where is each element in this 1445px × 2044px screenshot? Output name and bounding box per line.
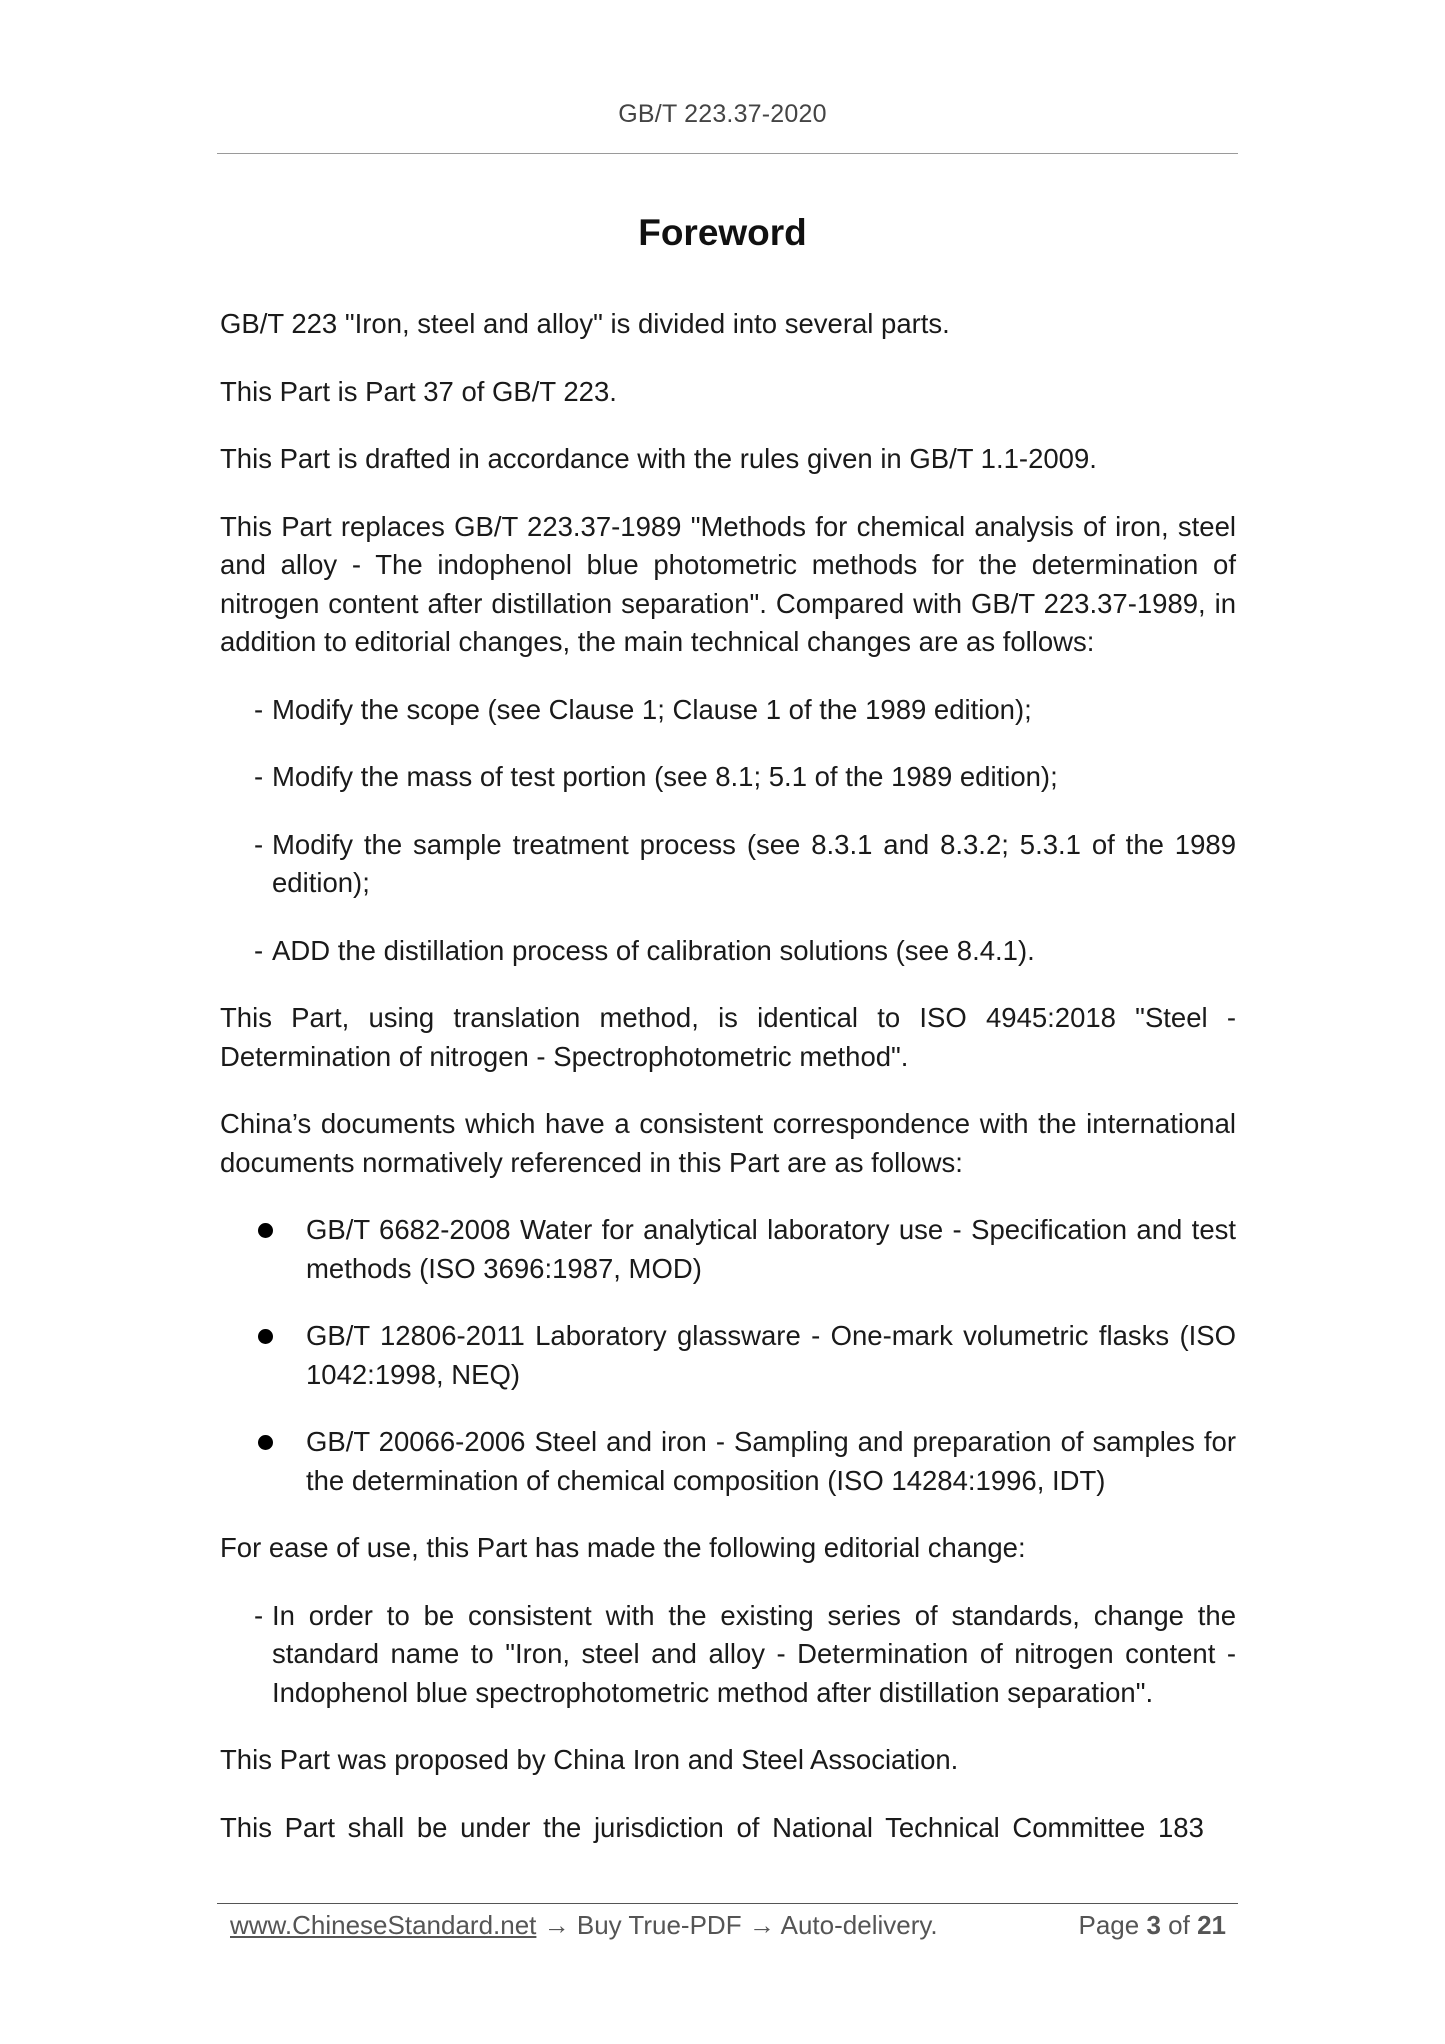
dash-marker: - <box>254 761 264 792</box>
paragraph-proposer: This Part was proposed by China Iron and Steel Association. <box>220 1744 959 1775</box>
change-text: Modify the mass of test portion (see 8.1; 5.1 of the 1989 edition); <box>272 761 1058 792</box>
change-list-item <box>220 691 1236 730</box>
page-label: Page <box>1078 1910 1140 1940</box>
dash-marker: - <box>254 828 264 860</box>
site-link[interactable]: www.ChineseStandard.net <box>230 1910 537 1940</box>
delivery-label: Auto-delivery. <box>780 1910 938 1940</box>
bullet-icon <box>258 1223 273 1238</box>
reference-text: GB/T 20066-2006 Steel and iron - Sampling and preparation of samples for the determination of chemical composition (ISO 14284:1996, IDT) <box>306 1426 1236 1496</box>
of-label: of <box>1168 1910 1190 1940</box>
paragraph-drafting-rules: This Part is drafted in accordance with the rules given in GB/T 1.1-2009. <box>220 443 1097 474</box>
change-list-item <box>220 932 1236 971</box>
footer-divider <box>217 1903 1238 1904</box>
reference-text: GB/T 6682-2008 Water for analytical laboratory use - Specification and test methods (ISO 3696:1987, MOD) <box>306 1214 1236 1284</box>
running-header: GB/T 223.37-2020 <box>618 100 827 128</box>
bullet-icon <box>258 1329 273 1344</box>
paragraph-part-number: This Part is Part 37 of GB/T 223. <box>220 375 617 407</box>
change-text: Modify the scope (see Clause 1; Clause 1 of the 1989 edition); <box>272 693 1032 725</box>
page-number: 3 <box>1146 1910 1161 1940</box>
change-text: Modify the sample treatment process (see 8.3.1 and 8.3.2; 5.3.1 of the 1989 edition); <box>272 828 1236 898</box>
page-footer <box>230 1908 1230 1942</box>
paragraph-editorial-intro: For ease of use, this Part has made the following editorial change: <box>220 1532 1026 1563</box>
dash-marker: - <box>254 693 264 725</box>
arrow-right-icon: → <box>543 1910 570 1940</box>
page-title: Foreword <box>638 212 807 253</box>
paragraph-parts: GB/T 223 "Iron, steel and alloy" is divided into several parts. <box>220 308 950 339</box>
change-list-item <box>220 758 1236 797</box>
footer-promo <box>230 1908 938 1942</box>
paragraph-identical-iso: This Part, using translation method, is identical to ISO 4945:2018 "Steel - Determination of nitrogen - Spectrophotometric method". <box>220 1002 1236 1072</box>
reference-text: GB/T 12806-2011 Laboratory glassware - One-mark volumetric flasks (ISO 1042:1998, NEQ) <box>306 1320 1236 1390</box>
paragraph-jurisdiction: This Part shall be under the jurisdiction of National Technical Committee 183 <box>220 1811 1204 1843</box>
arrow-right-icon: → <box>748 1910 775 1940</box>
reference-list-item <box>220 1317 1236 1394</box>
editorial-change-item <box>220 1597 1236 1713</box>
editorial-change-text: In order to be consistent with the existing series of standards, change the standard name to "Iron, steel and alloy - Determination of nitrogen content - Indophenol blue spectrophotometric method after distillation separation". <box>272 1599 1236 1708</box>
paragraph-replacement: This Part replaces GB/T 223.37-1989 "Methods for chemical analysis of iron, steel and alloy - The indophenol blue photometric methods for the determination of nitrogen content after distillation separation". Compared with GB/T 223.37-1989, in addition to editorial changes, the main technical changes are as follows: <box>220 510 1236 657</box>
dash-marker: - <box>254 934 264 966</box>
header-divider <box>217 153 1238 154</box>
bullet-icon <box>258 1435 273 1450</box>
page-counter <box>1078 1908 1226 1942</box>
reference-list-item <box>220 1423 1236 1500</box>
change-list-item <box>220 826 1236 903</box>
paragraph-correspondence: China’s documents which have a consistent correspondence with the international documents normatively referenced in this Part are as follows: <box>220 1108 1236 1178</box>
reference-list-item <box>220 1211 1236 1288</box>
document-body <box>220 305 1236 1847</box>
dash-marker: - <box>254 1599 264 1631</box>
buy-label: Buy True-PDF <box>576 1910 742 1940</box>
total-pages: 21 <box>1197 1910 1226 1940</box>
change-text: ADD the distillation process of calibration solutions (see 8.4.1). <box>272 934 1035 966</box>
